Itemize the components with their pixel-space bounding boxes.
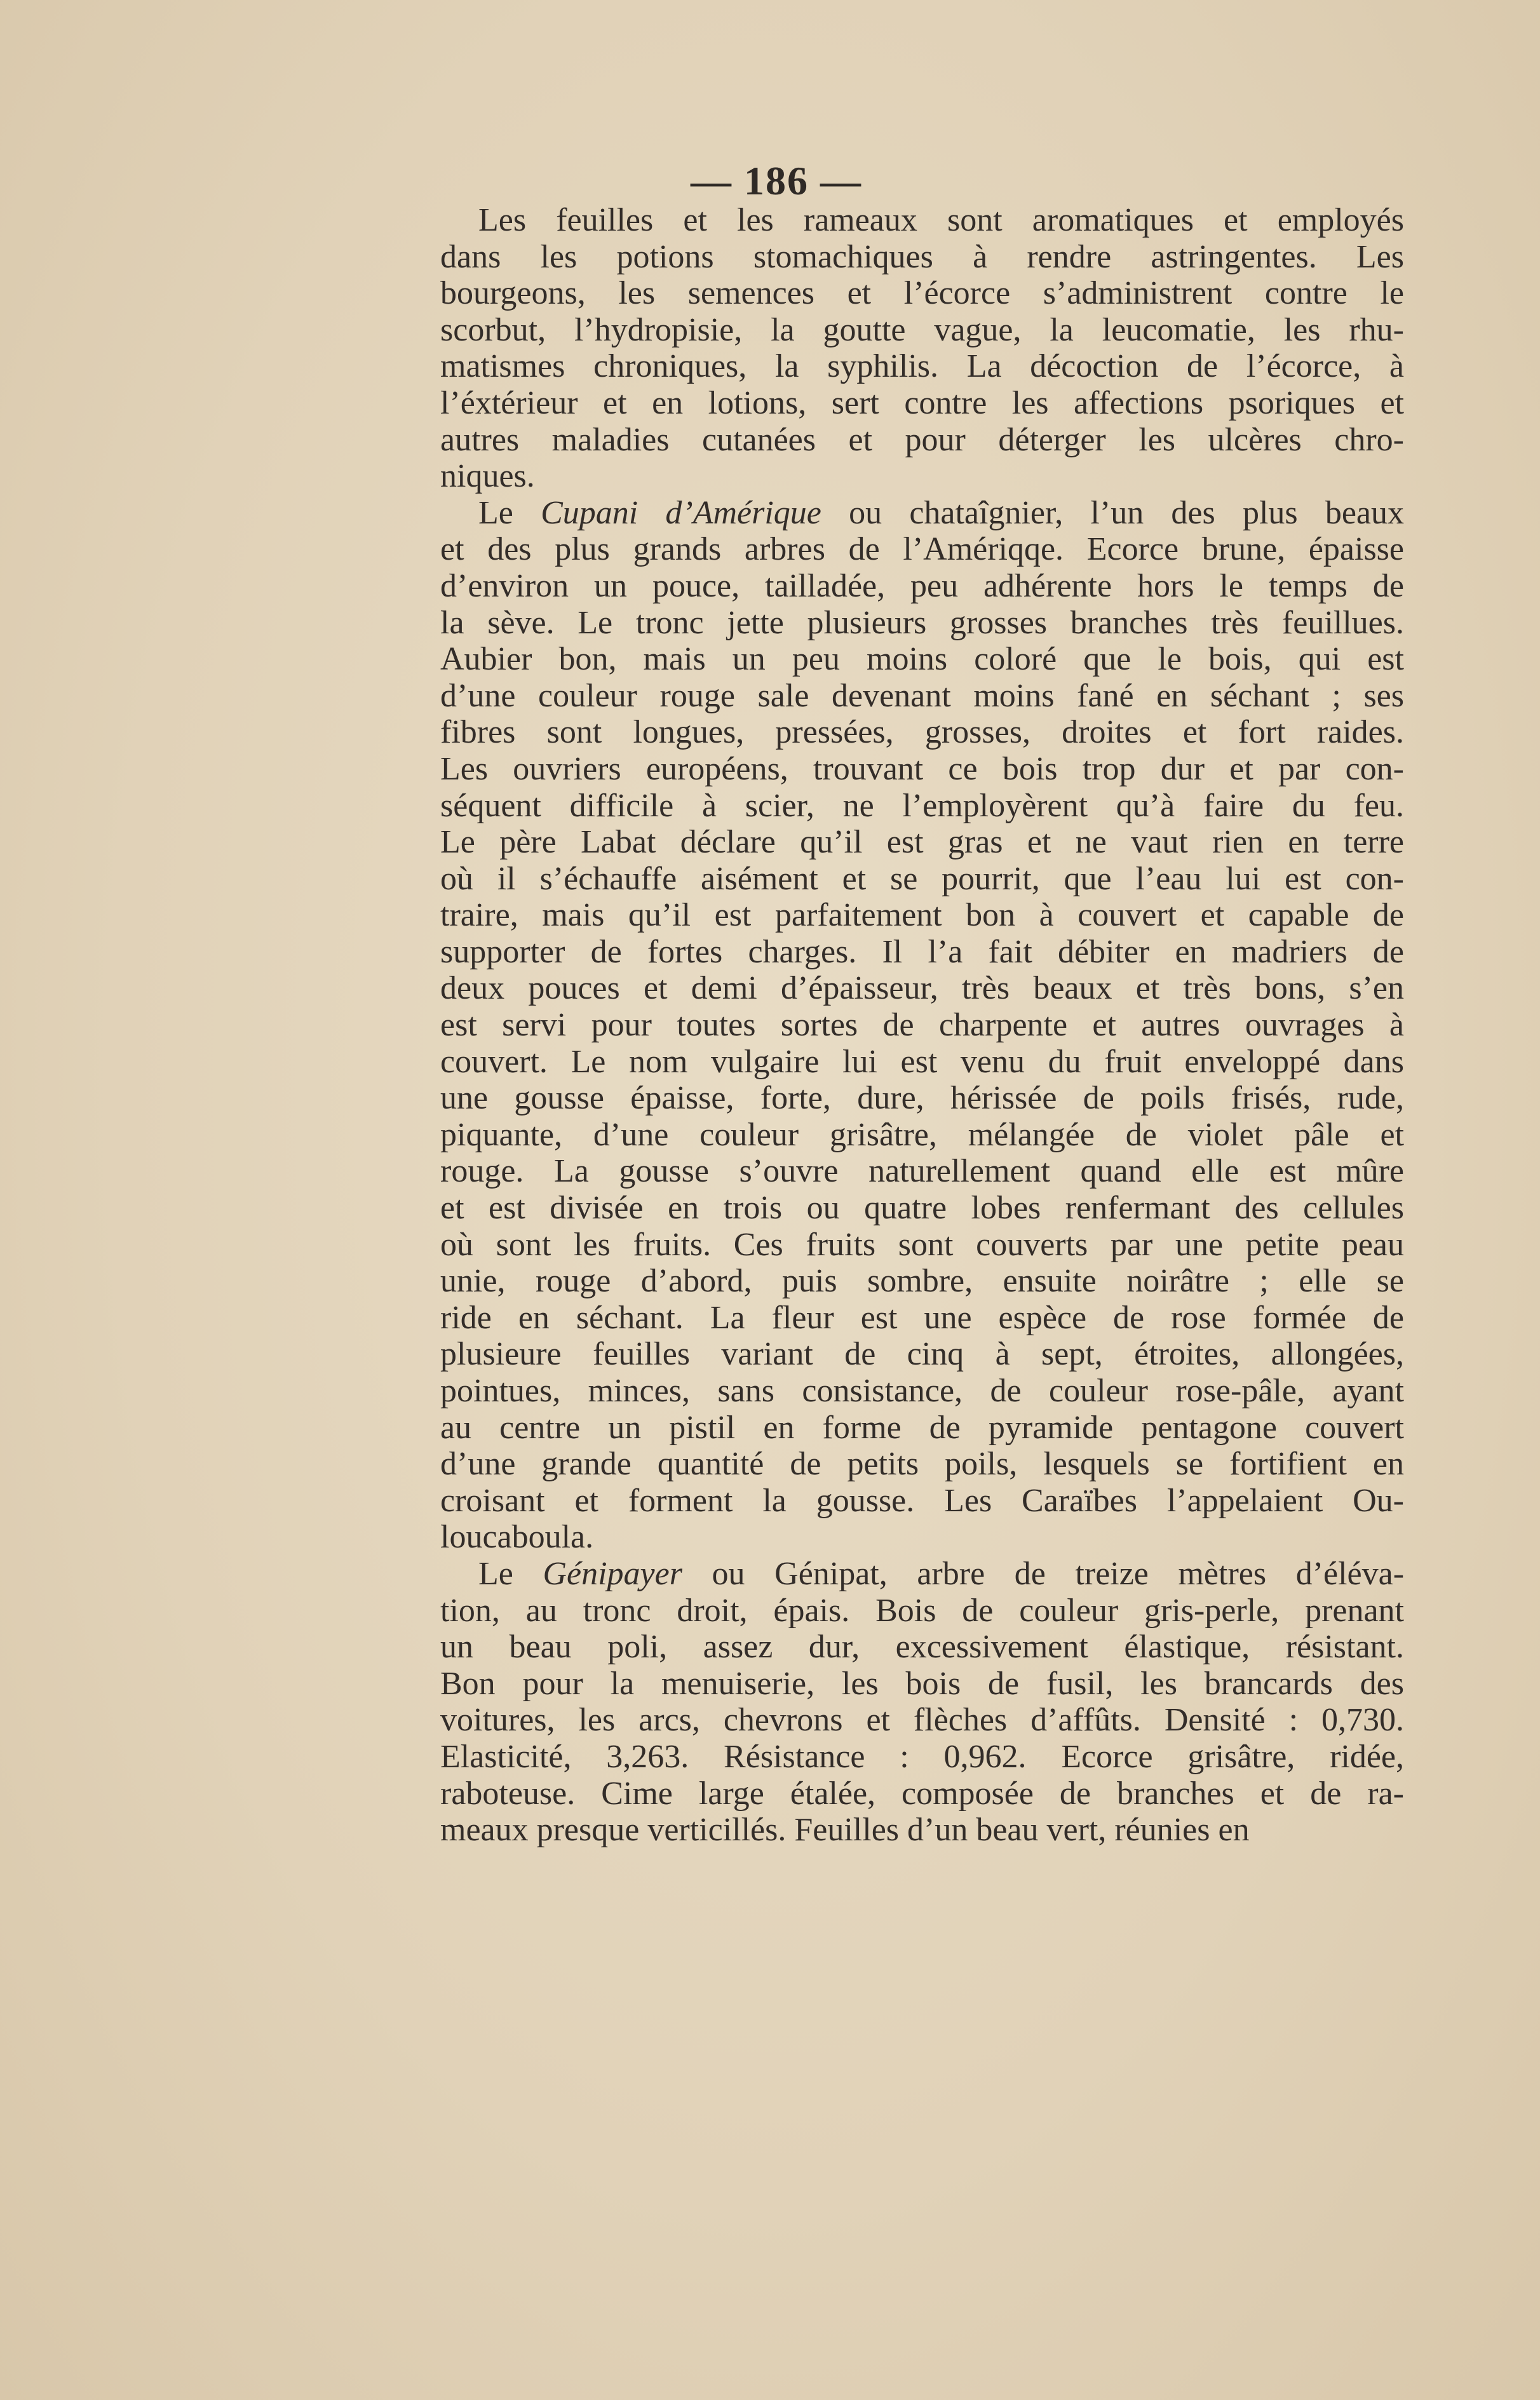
text-line: voitures, les arcs, chevrons et flèches d’affûts. Densité : 0,730. bbox=[440, 1702, 1404, 1739]
text-line: Le père Labat déclare qu’il est gras et ne vaut rien en terre bbox=[440, 824, 1404, 861]
text-line: d’une couleur rouge sale devenant moins fané en séchant ; ses bbox=[440, 677, 1404, 714]
text-line: matismes chroniques, la syphilis. La décoction de l’écorce, à bbox=[440, 348, 1404, 385]
text-line: Les ouvriers européens, trouvant ce bois trop dur et par con- bbox=[440, 750, 1404, 787]
text-line: rouge. La gousse s’ouvre naturellement quand elle est mûre bbox=[440, 1153, 1404, 1190]
text-line: Le Cupani d’Amérique ou chataîgnier, l’un des plus beaux bbox=[478, 494, 1404, 531]
text-line: où sont les fruits. Ces fruits sont couverts par une petite peau bbox=[440, 1226, 1404, 1263]
text-line: autres maladies cutanées et pour déterger les ulcères chro- bbox=[440, 421, 1404, 458]
text-line: où il s’échauffe aisément et se pourrit, que l’eau lui est con- bbox=[440, 860, 1404, 897]
text-line: séquent difficile à scier, ne l’employèrent qu’à faire du feu. bbox=[440, 787, 1404, 824]
text-line: croisant et forment la gousse. Les Caraïbes l’appelaient Ou- bbox=[440, 1482, 1404, 1519]
text-line: tion, au tronc droit, épais. Bois de couleur gris-perle, prenant bbox=[440, 1592, 1404, 1629]
text-line: et est divisée en trois ou quatre lobes renfermant des cellules bbox=[440, 1190, 1404, 1227]
paragraph bbox=[440, 1556, 1404, 1849]
text-line: deux pouces et demi d’épaisseur, très beaux et très bons, s’en bbox=[440, 970, 1404, 1007]
text-line: raboteuse. Cime large étalée, composée de branches et de ra- bbox=[440, 1775, 1404, 1812]
text-line: traire, mais qu’il est parfaitement bon à couvert et capable de bbox=[440, 897, 1404, 934]
text-line: pointues, minces, sans consistance, de couleur rose-pâle, ayant bbox=[440, 1373, 1404, 1409]
italic-term: Cupani d’Amérique bbox=[541, 494, 821, 531]
text-line: Elasticité, 3,263. Résistance : 0,962. Ecorce grisâtre, ridée, bbox=[440, 1738, 1404, 1775]
text-line: fibres sont longues, pressées, grosses, droites et fort raides. bbox=[440, 714, 1404, 751]
text-line: piquante, d’une couleur grisâtre, mélangée de violet pâle et bbox=[440, 1116, 1404, 1153]
text-line: et des plus grands arbres de l’Amériqqe. Ecorce brune, épaisse bbox=[440, 531, 1404, 568]
text-line: un beau poli, assez dur, excessivement élastique, résistant. bbox=[440, 1629, 1404, 1666]
text-line: d’une grande quantité de petits poils, lesquels se fortifient en bbox=[440, 1446, 1404, 1483]
text-line: ride en séchant. La fleur est une espèce de rose formée de bbox=[440, 1299, 1404, 1336]
text-line: plusieure feuilles variant de cinq à sept, étroites, allongées, bbox=[440, 1336, 1404, 1373]
text-line: supporter de fortes charges. Il l’a fait débiter en madriers de bbox=[440, 933, 1404, 970]
text-line: Aubier bon, mais un peu moins coloré que le bois, qui est bbox=[440, 641, 1404, 678]
text-line: une gousse épaisse, forte, dure, hérissée de poils frisés, rude, bbox=[440, 1080, 1404, 1117]
text-line: unie, rouge d’abord, puis sombre, ensuite noirâtre ; elle se bbox=[440, 1263, 1404, 1300]
text-line: Bon pour la menuiserie, les bois de fusil, les brancards des bbox=[440, 1665, 1404, 1702]
paragraph bbox=[440, 202, 1404, 495]
italic-term: Génipayer bbox=[543, 1555, 682, 1592]
text-line: scorbut, l’hydropisie, la goutte vague, la leucomatie, les rhu- bbox=[440, 311, 1404, 348]
paragraph bbox=[440, 495, 1404, 1556]
text-line: la sève. Le tronc jette plusieurs grosses branches très feuillues. bbox=[440, 604, 1404, 641]
text-line: couvert. Le nom vulgaire lui est venu du fruit enveloppé dans bbox=[440, 1043, 1404, 1080]
text-line: meaux presque verticillés. Feuilles d’un beau vert, réunies en bbox=[440, 1812, 1250, 1849]
body-text bbox=[440, 202, 1404, 1849]
page-number: — 186 — bbox=[691, 158, 862, 203]
text-line: niques. bbox=[440, 458, 535, 495]
text-line: au centre un pistil en forme de pyramide pentagone couvert bbox=[440, 1409, 1404, 1446]
text-line: est servi pour toutes sortes de charpente et autres ouvrages à bbox=[440, 1007, 1404, 1044]
text-line: loucaboula. bbox=[440, 1519, 594, 1556]
text-line: Le Génipayer ou Génipat, arbre de treize mètres d’éléva- bbox=[478, 1555, 1405, 1592]
text-line: Les feuilles et les rameaux sont aromatiques et employés bbox=[478, 202, 1404, 238]
text-line: d’environ un pouce, tailladée, peu adhérente hors le temps de bbox=[440, 567, 1404, 604]
text-line: dans les potions stomachiques à rendre astringentes. Les bbox=[440, 238, 1404, 275]
text-line: bourgeons, les semences et l’écorce s’administrent contre le bbox=[440, 275, 1404, 312]
text-line: l’éxtérieur et en lotions, sert contre les affections psoriques et bbox=[440, 384, 1404, 421]
